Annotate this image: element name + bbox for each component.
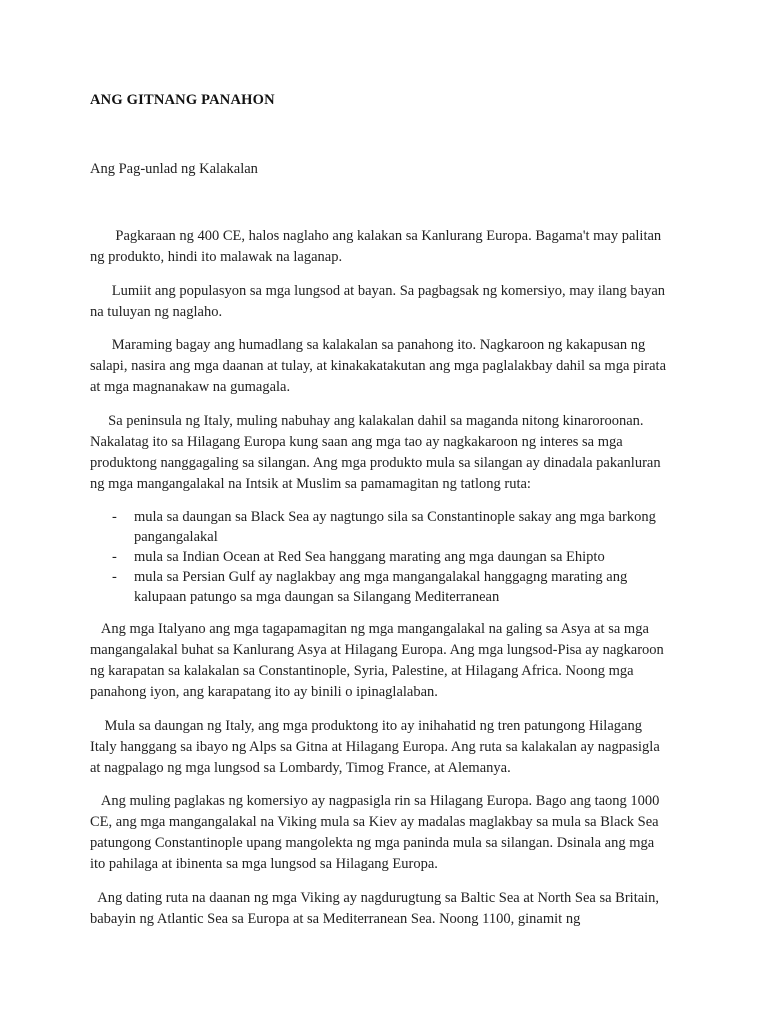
list-dash: - — [112, 569, 117, 585]
list-item — [90, 507, 668, 547]
list-item-text: mula sa daungan sa Black Sea ay nagtungo sila sa Constantinople sakay ang mga barkong pangangalakal — [134, 509, 656, 545]
paragraph: Ang mga Italyano ang mga tagapamagitan ng mga mangangalakal na galing sa Asya at sa mga mangangalakal buhat sa Kanlurang Asya at Hilagang Europa. Ang mga lungsod-Pisa ay nagkaroon ng karapatan sa kalakalan sa Constantinople, Syria, Palestine, at Hilagang Africa. Noong mga panahong iyon, ang karapatang ito ay binili o ipinaglalaban. — [90, 621, 668, 700]
paragraph: Ang muling paglakas ng komersiyo ay nagpasigla rin sa Hilagang Europa. Bago ang taong 1000 CE, ang mga mangangalakal na Viking mula sa Kiev ay madalas maglakbay sa mula sa Black Sea patungong Constantinople upang mangolekta ng mga paninda mula sa silangan. Dsinala ang mga ito pahilaga at ibinenta sa mga lungsod sa Hilagang Europa. — [90, 793, 664, 872]
paragraph: Lumiit ang populasyon sa mga lungsod at bayan. Sa pagbagsak ng komersiyo, may ilang bayan na tuluyan ng naglaho. — [90, 282, 669, 320]
list-item-text: mula sa Indian Ocean at Red Sea hanggang marating ang mga daungan sa Ehipto — [134, 549, 605, 565]
document-body — [90, 226, 668, 942]
list-dash: - — [112, 549, 117, 565]
list-dash: - — [112, 509, 117, 525]
paragraph: Maraming bagay ang humadlang sa kalakalan sa panahong ito. Nagkaroon ng kakapusan ng salapi, nasira ang mga daanan at tulay, at kinakakatakutan ang mga paglalakbay dahil sa mga pirata at mga magnanakaw na gumagala. — [90, 337, 670, 395]
paragraph: Sa peninsula ng Italy, muling nabuhay ang kalakalan dahil sa maganda nitong kinaroroonan. Nakalatag ito sa Hilagang Europa kung saan ang mga tao ay nagkakaroon ng interes sa mga produktong nanggagaling sa silangan. Ang mga produkto mula sa silangan ay dinadala pakanluran ng mga mangangalakal na Intsik at Muslim sa pamamagitan ng tatlong ruta: — [90, 412, 665, 492]
list-item — [90, 547, 668, 567]
trade-route-list — [90, 507, 668, 607]
list-item — [90, 567, 668, 607]
list-item-text: mula sa Persian Gulf ay naglakbay ang mga mangangalakal hanggagng marating ang kalupaan patungo sa mga daungan sa Silangang Mediterranean — [134, 569, 628, 605]
document-subtitle: Ang Pag-unlad ng Kalakalan — [90, 161, 258, 177]
paragraph: Ang dating ruta na daanan ng mga Viking ay nagdurugtung sa Baltic Sea at North Sea sa Britain, babayin ng Atlantic Sea sa Europa at sa Mediterranean Sea. Noong 1100, ginamit ng — [90, 889, 663, 927]
paragraph: Pagkaraan ng 400 CE, halos naglaho ang kalakan sa Kanlurang Europa. Bagama't may palitan ng produkto, hindi ito malawak na laganap. — [90, 228, 665, 265]
paragraph: Mula sa daungan ng Italy, ang mga produktong ito ay inihahatid ng tren patungong Hilagang Italy hanggang sa ibayo ng Alps sa Gitna at Hilagang Europa. Ang ruta sa kalakalan ay nagpasigla at nagpalago ng mga lungsod sa Lombardy, Timog France, at Alemanya. — [90, 717, 664, 776]
document-title: ANG GITNANG PANAHON — [90, 92, 275, 108]
